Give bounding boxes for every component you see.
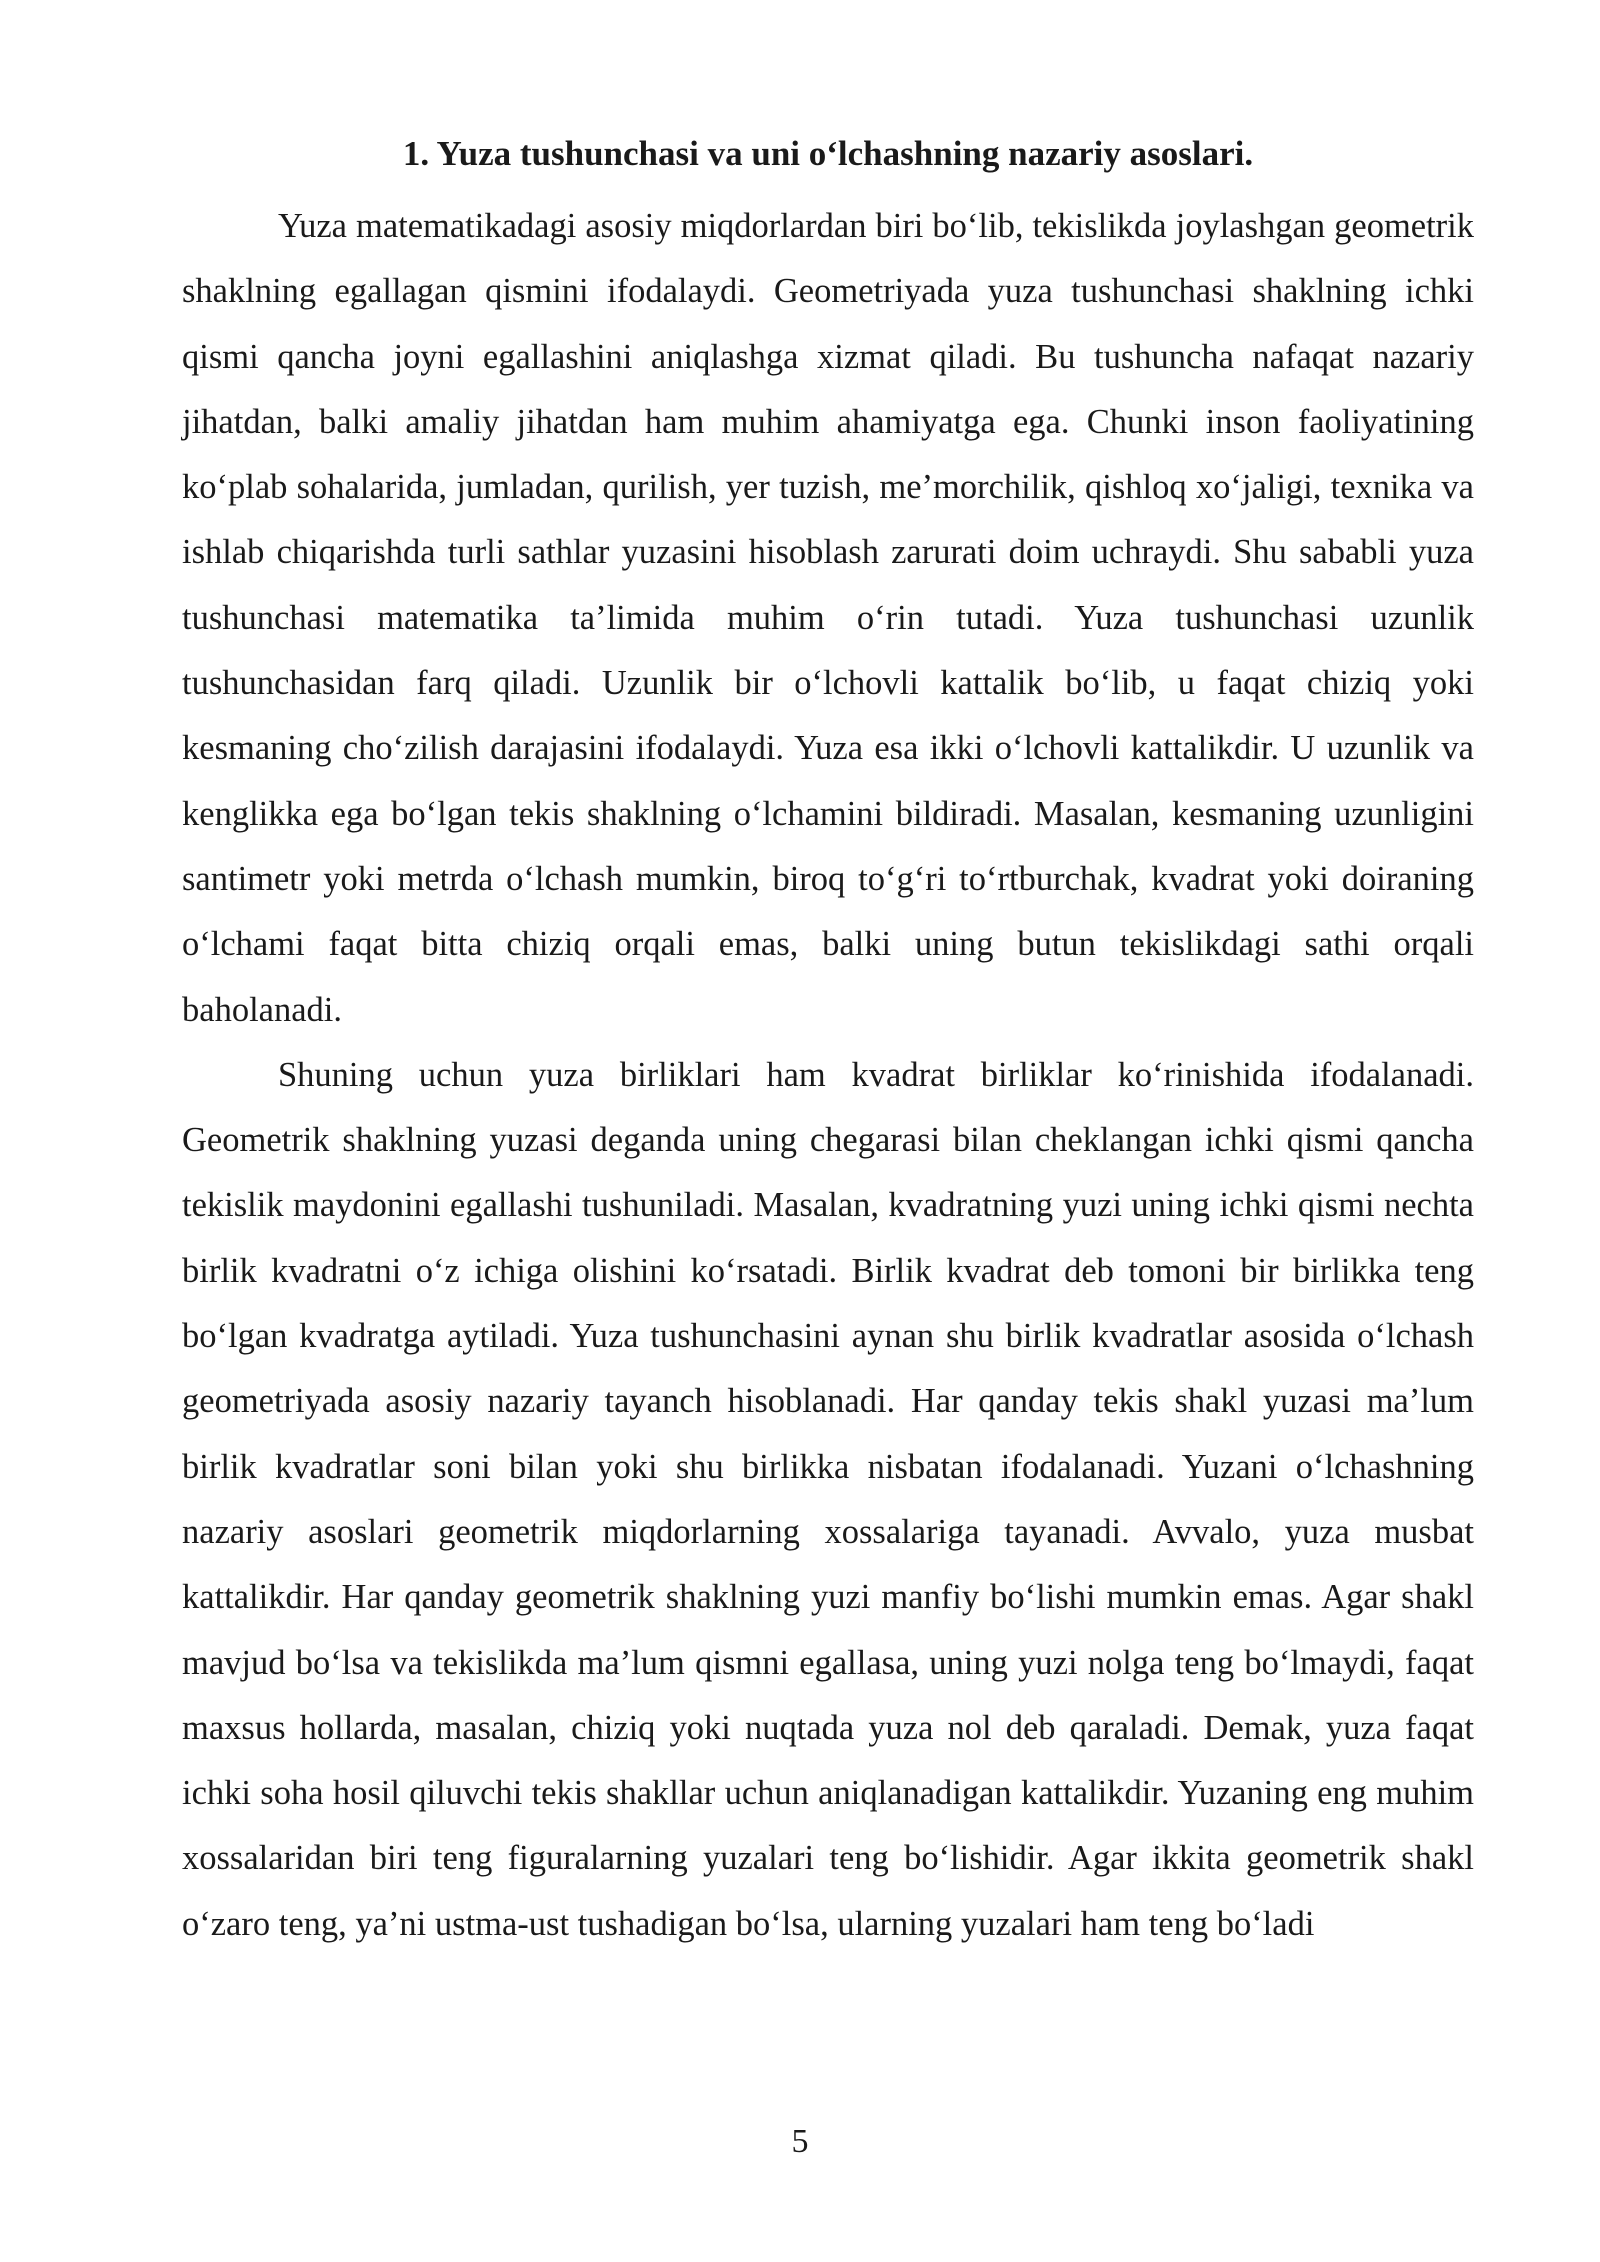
body-paragraph-2: Shuning uchun yuza birliklari ham kvadrat birliklar ko‘rinishida ifodalanadi. Geometrik shaklning yuzasi deganda uning chegarasi bilan cheklangan ichki qismi qancha tekislik maydonini egallashi tushuniladi. Masalan, kvadratning yuzi uning ichki qismi nechta birlik kvadratni o‘z ichiga olishini ko‘rsatadi. Birlik kvadrat deb tomoni bir birlikka teng bo‘lgan kvadratga aytiladi. Yuza tushunchasini aynan shu birlik kvadratlar asosida o‘lchash geometriyada asosiy nazariy tayanch hisoblanadi. Har qanday tekis shakl yuzasi ma’lum birlik kvadratlar soni bilan yoki shu birlikka nisbatan ifodalanadi. Yuzani o‘lchashning nazariy asoslari geometrik miqdorlarning xossalariga tayanadi. Avvalo, yuza musbat kattalikdir. Har qanday geometrik shaklning yuzi manfiy bo‘lishi mumkin emas. Agar shakl mavjud bo‘lsa va tekislikda ma’lum qismni egallasa, uning yuzi nolga teng bo‘lmaydi, faqat maxsus hollarda, masalan, chiziq yoki nuqtada yuza nol deb qaraladi. Demak, yuza faqat ichki soha hosil qiluvchi tekis shakllar uchun aniqlanadigan kattalikdir. Yuzaning eng muhim xossalaridan biri teng figuralarning yuzalari teng bo‘lishidir. Agar ikkita geometrik shakl o‘zaro teng, ya’ni ustma-ust tushadigan bo‘lsa, ularning yuzalari ham teng bo‘ladi (182, 1055, 1474, 1943)
page-content (182, 128, 1474, 1957)
page-number: 5 (791, 2123, 809, 2160)
section-heading: 1. Yuza tushunchasi va uni o‘lchashning nazariy asoslari. (402, 134, 1254, 173)
body-paragraph-1: Yuza matematikadagi asosiy miqdorlardan biri bo‘lib, tekislikda joylashgan geometrik shaklning egallagan qismini ifodalaydi. Geometriyada yuza tushunchasi shaklning ichki qismi qancha joyni egallashini aniqlashga xizmat qiladi. Bu tushuncha nafaqat nazariy jihatdan, balki amaliy jihatdan ham muhim ahamiyatga ega. Chunki inson faoliyatining ko‘plab sohalarida, jumladan, qurilish, yer tuzish, me’morchilik, qishloq xo‘jaligi, texnika va ishlab chiqarishda turli sathlar yuzasini hisoblash zarurati doim uchraydi. Shu sababli yuza tushunchasi matematika ta’limida muhim o‘rin tutadi. Yuza tushunchasi uzunlik tushunchasidan farq qiladi. Uzunlik bir o‘lchovli kattalik bo‘lib, u faqat chiziq yoki kesmaning cho‘zilish darajasini ifodalaydi. Yuza esa ikki o‘lchovli kattalikdir. U uzunlik va kenglikka ega bo‘lgan tekis shaklning o‘lchamini bildiradi. Masalan, kesmaning uzunligini santimetr yoki metrda o‘lchash mumkin, biroq to‘g‘ri to‘rtburchak, kvadrat yoki doiraning o‘lchami faqat bitta chiziq orqali emas, balki uning butun tekislikdagi sathi orqali baholanadi. (182, 207, 1474, 1029)
